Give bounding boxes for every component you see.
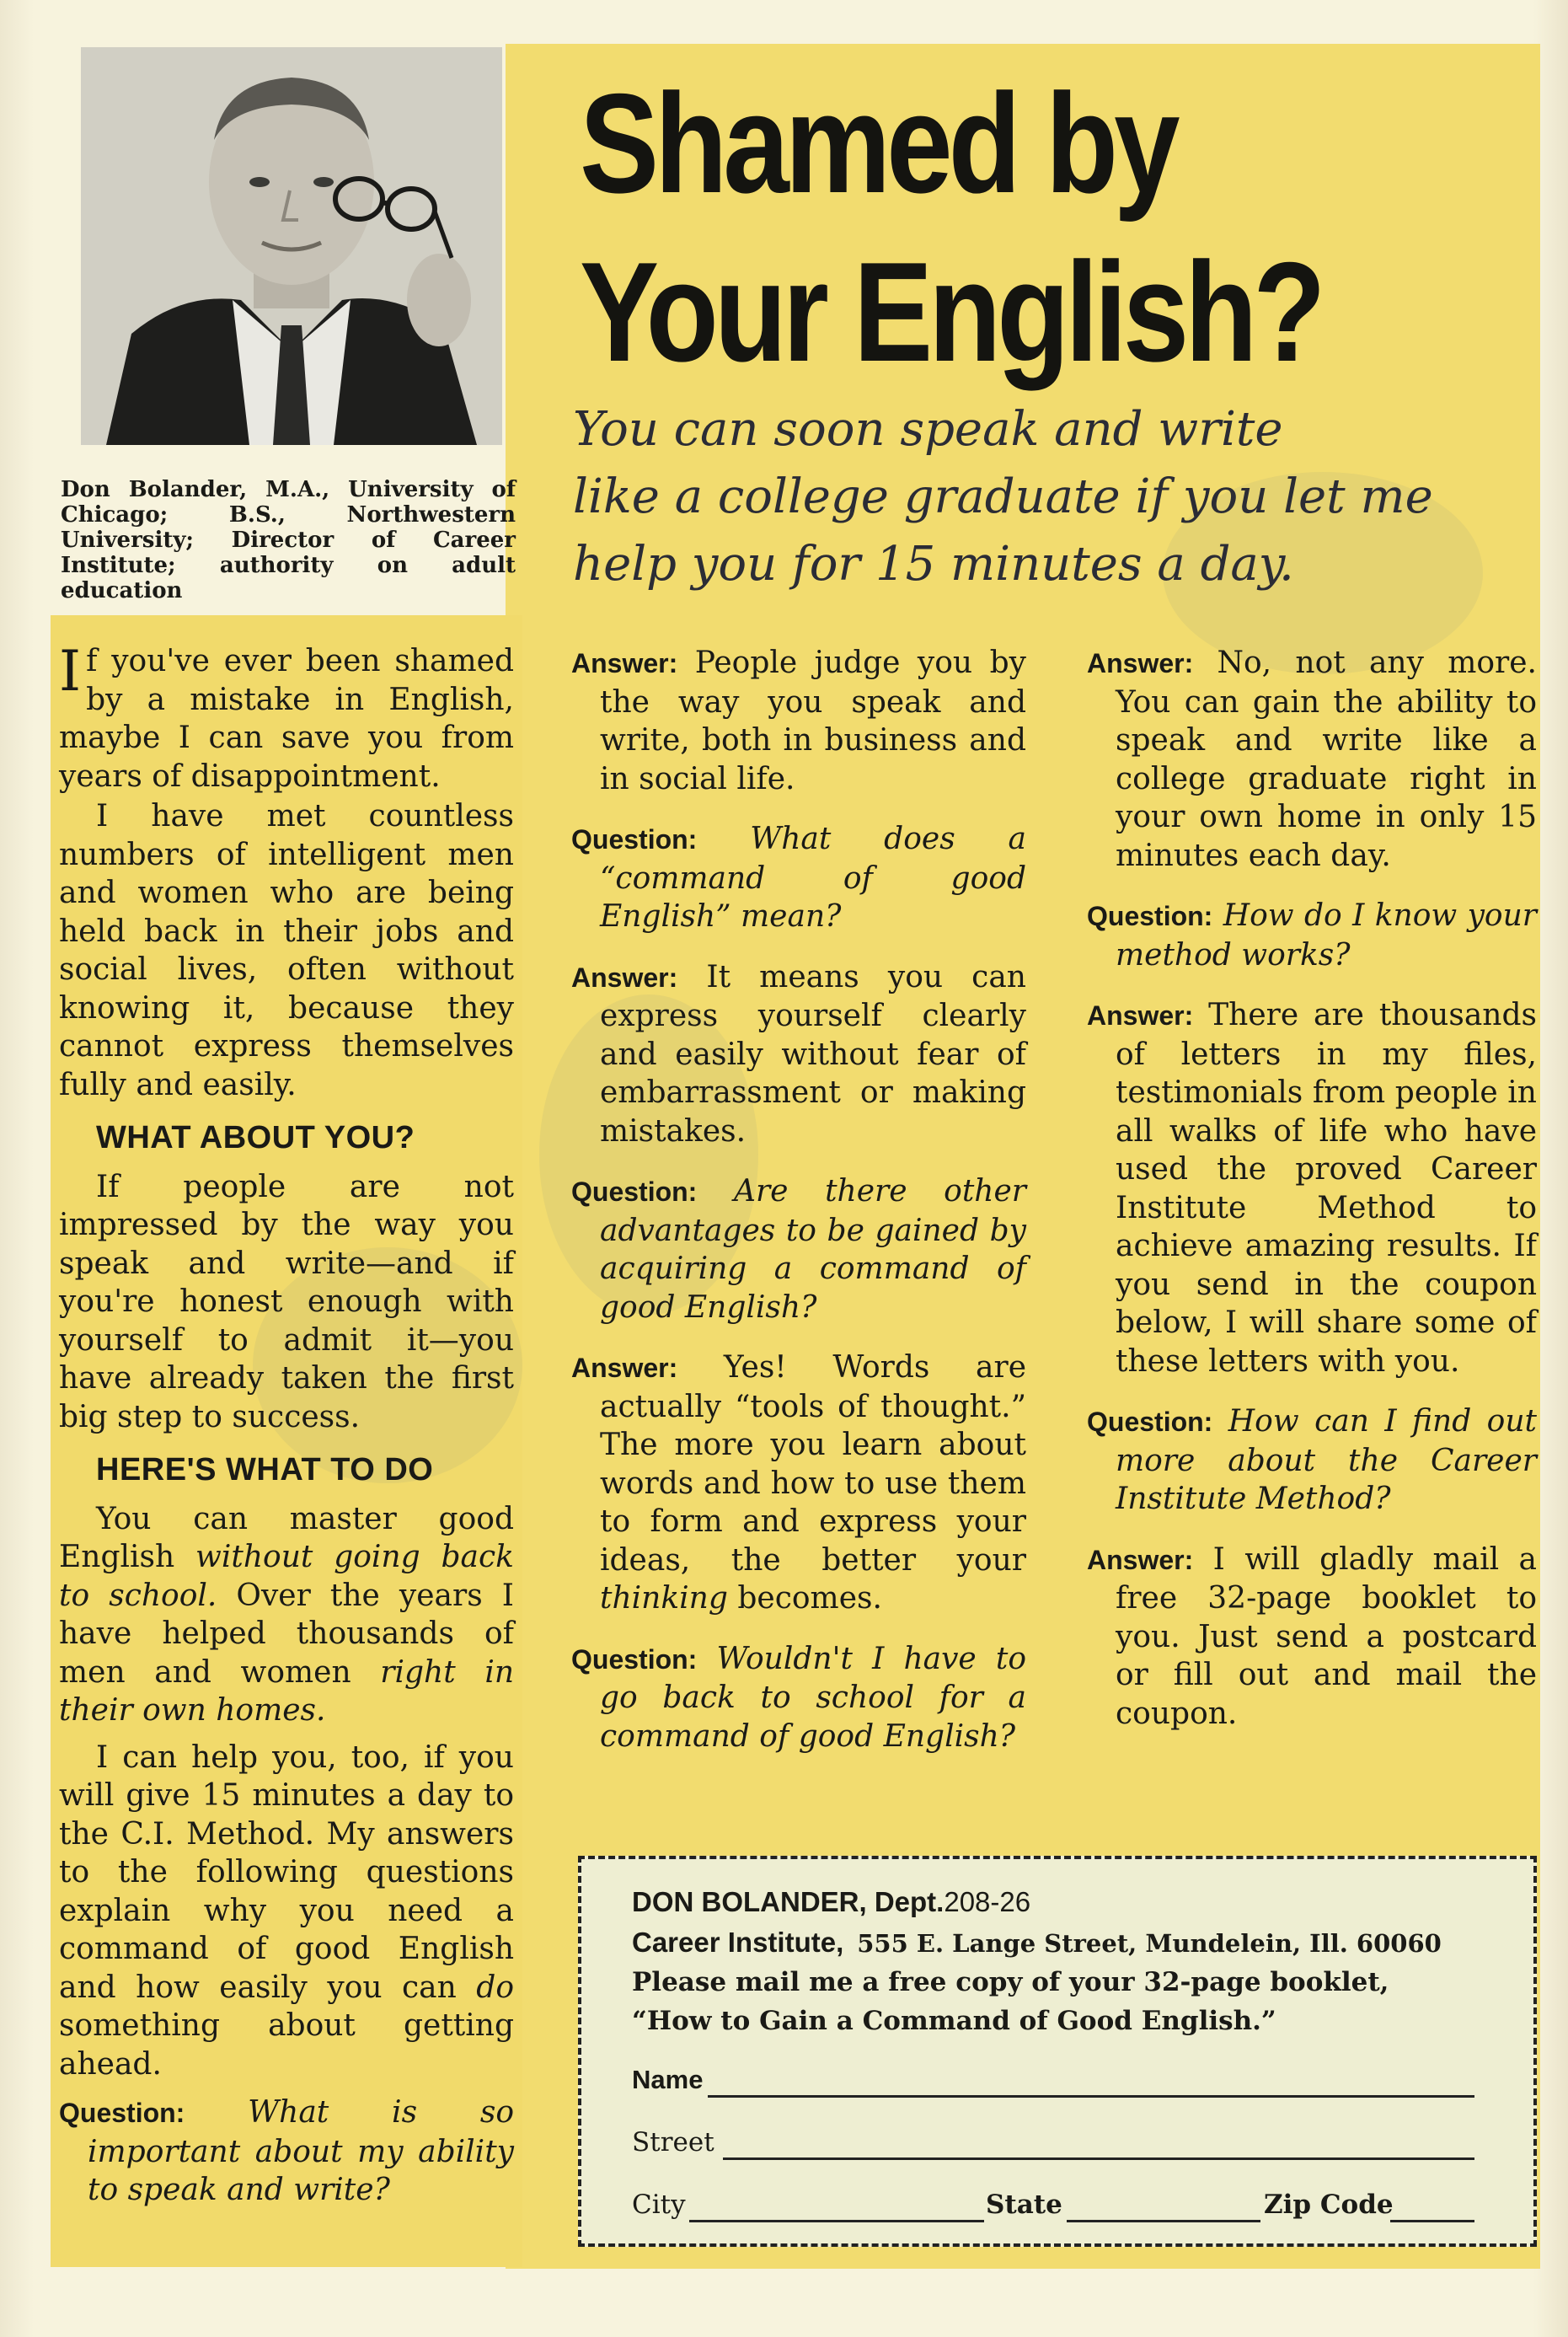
emphasis: right in their own homes. [59, 1654, 515, 1728]
drop-cap: I [59, 639, 82, 704]
question-text: How do I know your method works? [1116, 898, 1537, 973]
question-text: What does a “command of good English” mean? [600, 822, 1026, 934]
answer-label: Answer: [1087, 648, 1194, 678]
author-photo [81, 47, 502, 445]
answer-text: becomes. [727, 1581, 882, 1616]
answer-6 [1087, 1541, 1537, 1734]
text-run: Over the years I have helped thousands of men and women [59, 1578, 515, 1690]
question-1 [59, 2093, 514, 2210]
body-column-3 [1087, 644, 1537, 1733]
state-field-label: State [986, 2190, 1062, 2220]
zip-field-label: Zip Code [1264, 2190, 1394, 2220]
answer-label: Answer: [571, 962, 678, 993]
question-text: What is so important about my ability to speak and write? [88, 2095, 514, 2207]
question-label: Question: [571, 1643, 698, 1675]
answer-label: Answer: [571, 1353, 678, 1383]
emphasis: without going back to school. [59, 1540, 514, 1613]
question-3 [571, 1172, 1026, 1327]
section-heading-heres-what-to-do: HERE'S WHAT TO DO [96, 1452, 434, 1487]
city-field-label: City [632, 2190, 686, 2220]
portrait-illustration [81, 47, 502, 445]
mail-coupon [578, 1856, 1537, 2247]
text-run: I can help you, too, if you will give 15 minutes a day to the C.I. Method. My answers to the following questions explain why you need a command of good English and how easily you can [59, 1739, 514, 2005]
name-field-label: Name [632, 2065, 704, 2094]
street-field-line[interactable] [723, 2157, 1474, 2160]
answer-5 [1087, 996, 1537, 1380]
state-field-line[interactable] [1067, 2220, 1260, 2222]
coupon-address-line [632, 1927, 1442, 1959]
answer-text: I will gladly mail a free 32-page booklet to you. Just send a postcard or fill out and mail the coupon. [1116, 1541, 1537, 1731]
question-label: Question: [571, 824, 698, 855]
question-text: How can I find out more about the Career Institute Method? [1116, 1404, 1537, 1516]
question-label: Question: [59, 2098, 185, 2128]
question-text: Are there other advantages to be gained by acquiring a command of good English? [600, 1174, 1026, 1325]
answer-3 [571, 1348, 1026, 1618]
question-6 [1087, 1402, 1537, 1519]
intro-text: f you've ever been shamed by a mistake in English, maybe I can save you from years of disappointment. [59, 644, 514, 794]
answer-text: There are thousands of letters in my files, testimonials from people in all walks of life who have used the proved Career Institute Method to achieve amazing results. If you send in the coupon below, I will share some of these letters with you. [1116, 998, 1537, 1379]
headline-line-2: Your English? [580, 233, 1322, 391]
question-text: Wouldn't I have to go back to school for a command of good English? [600, 1641, 1026, 1754]
question-label: Question: [571, 1177, 698, 1207]
subheadline [573, 396, 1525, 598]
author-caption: Don Bolander, M.A., University of Chicago; B.S., Northwestern University; Director of Career Institute; authority on adult education [61, 477, 516, 603]
text-run: something about getting ahead. [59, 2008, 514, 2082]
question-label: Question: [1087, 901, 1213, 931]
text-run: You can master good English [59, 1501, 514, 1574]
answer-label: Answer: [1087, 1000, 1194, 1031]
coupon-request-line-2: “How to Gain a Command of Good English.” [632, 2006, 1276, 2036]
body-column-1 [59, 639, 515, 2210]
answer-text: People judge you by the way you speak and write, both in business and in social life. [600, 646, 1026, 796]
question-label: Question: [1087, 1407, 1213, 1437]
paragraph [59, 1500, 514, 1730]
org-name: Career Institute, [632, 1927, 844, 1958]
question-5 [1087, 897, 1537, 974]
emphasis: do [476, 1970, 514, 2005]
answer-label: Answer: [571, 648, 678, 678]
coupon-addressee [632, 1886, 1030, 1918]
subheadline-line-1: You can soon speak and write [573, 402, 1283, 457]
paragraph [59, 1739, 514, 2084]
answer-label: Answer: [1087, 1544, 1194, 1575]
subheadline-line-2: like a college graduate if you let me [573, 469, 1433, 524]
question-4 [571, 1640, 1026, 1756]
emphasis: thinking [600, 1581, 728, 1616]
section-heading-what-about-you: WHAT ABOUT YOU? [96, 1120, 415, 1155]
city-field-line[interactable] [689, 2220, 984, 2222]
answer-text: Yes! Words are actually “tools of thought.” The more you learn about words and how to use them to form and express your ideas, the better your [600, 1350, 1026, 1578]
dept-number: 208-26 [944, 1886, 1031, 1917]
org-address: 555 E. Lange Street, Mundelein, Ill. 60060 [857, 1929, 1442, 1958]
intro-paragraph [59, 639, 514, 796]
question-2 [571, 820, 1026, 936]
answer-text: No, not any more. You can gain the ability to speak and write like a college graduate right in your own home in only 15 minutes each day. [1116, 646, 1537, 873]
zip-field-line[interactable] [1390, 2220, 1474, 2222]
answer-text: It means you can express yourself clearly and easily without fear of embarrassment or making mistakes. [600, 959, 1026, 1149]
paragraph: If people are not impressed by the way you speak and write—and if you're honest enough with yourself to admit it—you have already taken the first big step to success. [59, 1169, 514, 1434]
answer-1 [571, 644, 1026, 798]
addressee-text: DON BOLANDER, Dept. [632, 1886, 945, 1917]
headline [580, 59, 1358, 396]
subheadline-line-3: help you for 15 minutes a day. [573, 537, 1294, 592]
paragraph: I have met countless numbers of intelligent men and women who are being held back in their jobs and social lives, often without knowing it, because they cannot express themselves fully and easily. [59, 799, 514, 1102]
coupon-request-line-1: Please mail me a free copy of your 32-page booklet, [632, 1967, 1389, 1997]
answer-2 [571, 958, 1026, 1151]
body-column-2 [571, 644, 1026, 1755]
headline-line-1: Shamed by [580, 64, 1176, 222]
street-field-label: Street [632, 2127, 714, 2157]
name-field-line[interactable] [708, 2095, 1474, 2098]
answer-4 [1087, 644, 1537, 875]
